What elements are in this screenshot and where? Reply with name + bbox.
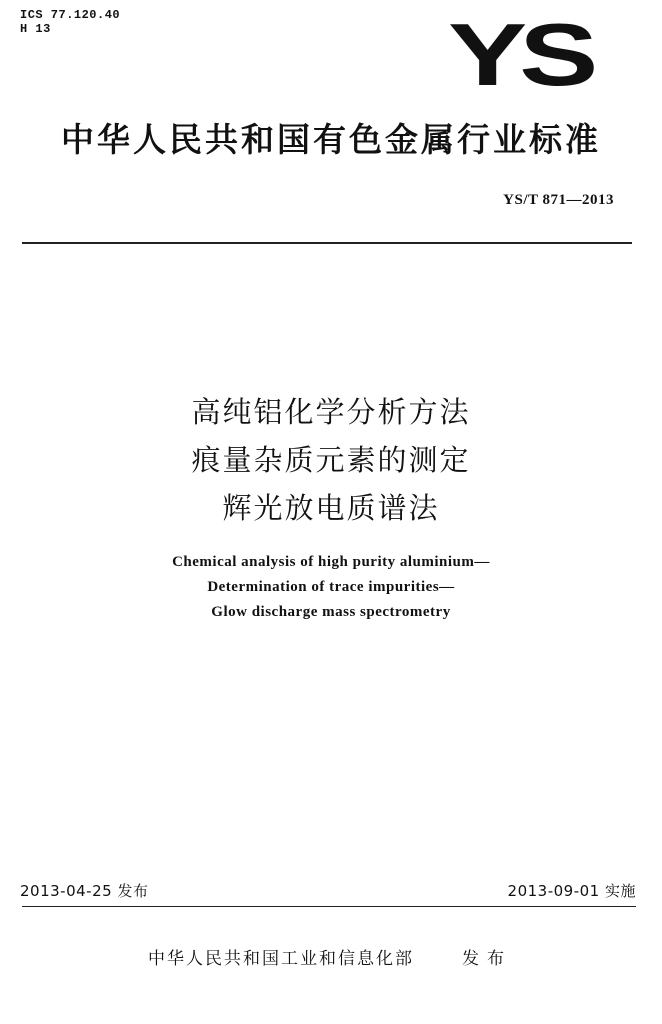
publish-label: 发布	[462, 949, 512, 969]
publisher-name: 中华人民共和国工业和信息化部	[148, 949, 414, 969]
chinese-title-line-2: 痕量杂质元素的测定	[191, 443, 471, 477]
ics-code-block	[20, 8, 120, 36]
standard-number: YS/T 871—2013	[503, 192, 614, 208]
english-title	[0, 550, 662, 625]
english-title-line-1: Chemical analysis of high purity aluminium—	[172, 554, 490, 570]
chinese-title-line-3: 辉光放电质谱法	[222, 491, 440, 525]
chinese-title	[0, 388, 662, 532]
implementation-date: 2013-09-01 实施	[507, 882, 636, 900]
top-divider	[22, 242, 632, 244]
bottom-divider	[22, 906, 636, 907]
classification-code: H 13	[20, 22, 51, 36]
english-title-line-3: Glow discharge mass spectrometry	[211, 604, 451, 620]
chinese-title-line-1: 高纯铝化学分析方法	[191, 395, 471, 429]
ys-logo: YS	[448, 5, 591, 104]
standard-title: 中华人民共和国有色金属行业标准	[61, 120, 601, 159]
english-title-line-2: Determination of trace impurities—	[207, 579, 455, 595]
issue-date: 2013-04-25 发布	[20, 882, 149, 900]
ics-code: ICS 77.120.40	[20, 8, 121, 22]
